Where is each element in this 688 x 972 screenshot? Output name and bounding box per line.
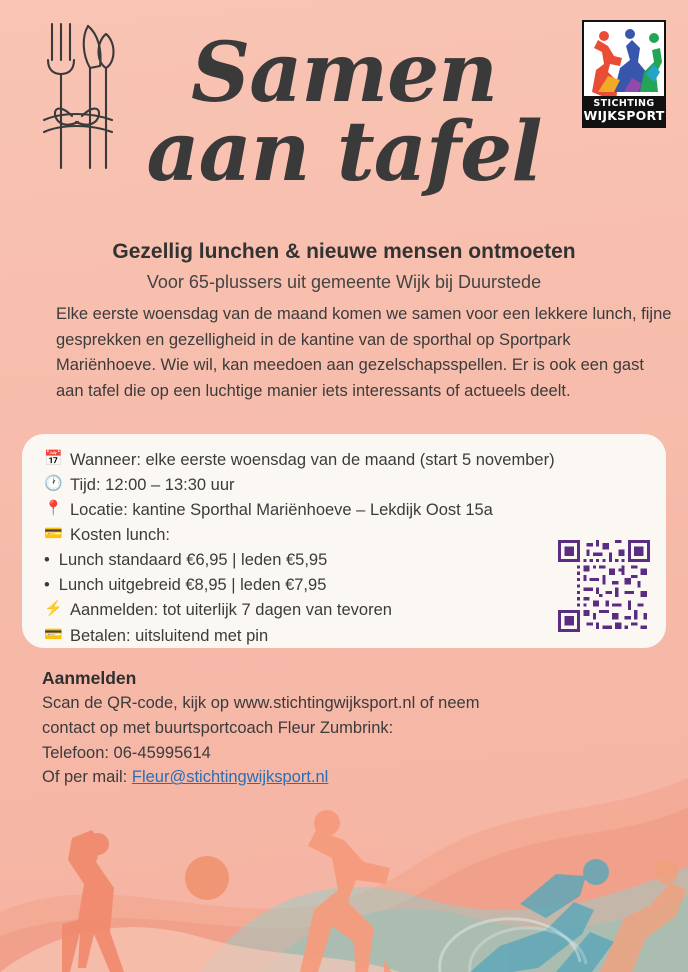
cost-option-extended: • Lunch uitgebreid €8,95 | leden €7,95 <box>44 573 644 598</box>
title-line-2: aan tafel <box>146 103 542 200</box>
logo-line-2: WIJKSPORT <box>583 108 665 124</box>
lightning-icon: ⚡ <box>44 600 63 618</box>
poster-title <box>0 25 688 200</box>
website-link[interactable]: www.stichtingwijksport.nl <box>233 694 416 712</box>
email-link[interactable]: Fleur@stichtingwijksport.nl <box>131 768 329 787</box>
detail-payment-text: Betalen: uitsluitend met pin <box>70 626 269 645</box>
contact-line-4-pre: Of per mail: <box>42 768 132 787</box>
pin-icon: 📍 <box>44 500 63 518</box>
credit-card-icon: 💳 <box>44 525 63 543</box>
contact-line-4 <box>42 765 602 790</box>
clock-icon: 🕐 <box>44 475 63 493</box>
contact-phone: Telefoon: 06-45995614 <box>42 743 211 762</box>
detail-payment <box>44 624 644 649</box>
title-line-1: Samen <box>191 25 497 121</box>
contact-heading: Aanmelden <box>42 668 137 688</box>
contact-line-1-pre: Scan de QR-code, kijk op <box>42 694 234 712</box>
cost-options-list <box>44 548 644 598</box>
detail-registration-text: Aanmelden: tot uiterlijk 7 dagen van tevoren <box>70 601 392 620</box>
details-list-after <box>44 598 644 648</box>
detail-location-text: Locatie: kantine Sporthal Mariënhoeve – Lekdijk Oost 15a <box>70 501 493 520</box>
qr-code[interactable] <box>558 540 650 632</box>
detail-time-text: Tijd: 12:00 – 13:30 uur <box>70 476 235 495</box>
calendar-icon: 📅 <box>44 450 63 467</box>
contact-line-2: contact op met buurtsportcoach Fleur Zumbrink: <box>42 718 394 737</box>
detail-cost-text: Kosten lunch: <box>70 526 170 545</box>
intro-paragraph: Elke eerste woensdag van de maand komen we samen voor een lekkere lunch, fijne gesprekken en gezelligheid in de kantine van de sporthal op Sportpark Mariënhoeve. Wie wil, kan meedoen aan gezelschapsspellen. Er is ook een gast aan tafel die op een luchtige manier iets interessants of actueels deelt. <box>56 305 672 400</box>
logo-line-1: STICHTING <box>593 98 655 110</box>
poster-target-audience: Voor 65-plussers uit gemeente Wijk bij Duurstede <box>146 272 542 292</box>
details-list <box>44 448 644 548</box>
detail-location <box>44 498 644 523</box>
contact-line-1-post: of neem <box>415 694 480 712</box>
contact-line-1 <box>42 691 602 716</box>
detail-when <box>44 448 644 473</box>
detail-when-text: Wanneer: elke eerste woensdag van de maand (start 5 november) <box>70 451 555 469</box>
cost-option-standard: • Lunch standaard €6,95 | leden €5,95 <box>44 548 644 573</box>
detail-cost <box>44 523 644 548</box>
poster-subtitle: Gezellig lunchen & nieuwe mensen ontmoeten <box>112 240 576 263</box>
detail-time <box>44 473 644 498</box>
detail-registration <box>44 598 644 623</box>
credit-card-icon-2: 💳 <box>44 625 63 643</box>
contact-block <box>42 668 602 790</box>
